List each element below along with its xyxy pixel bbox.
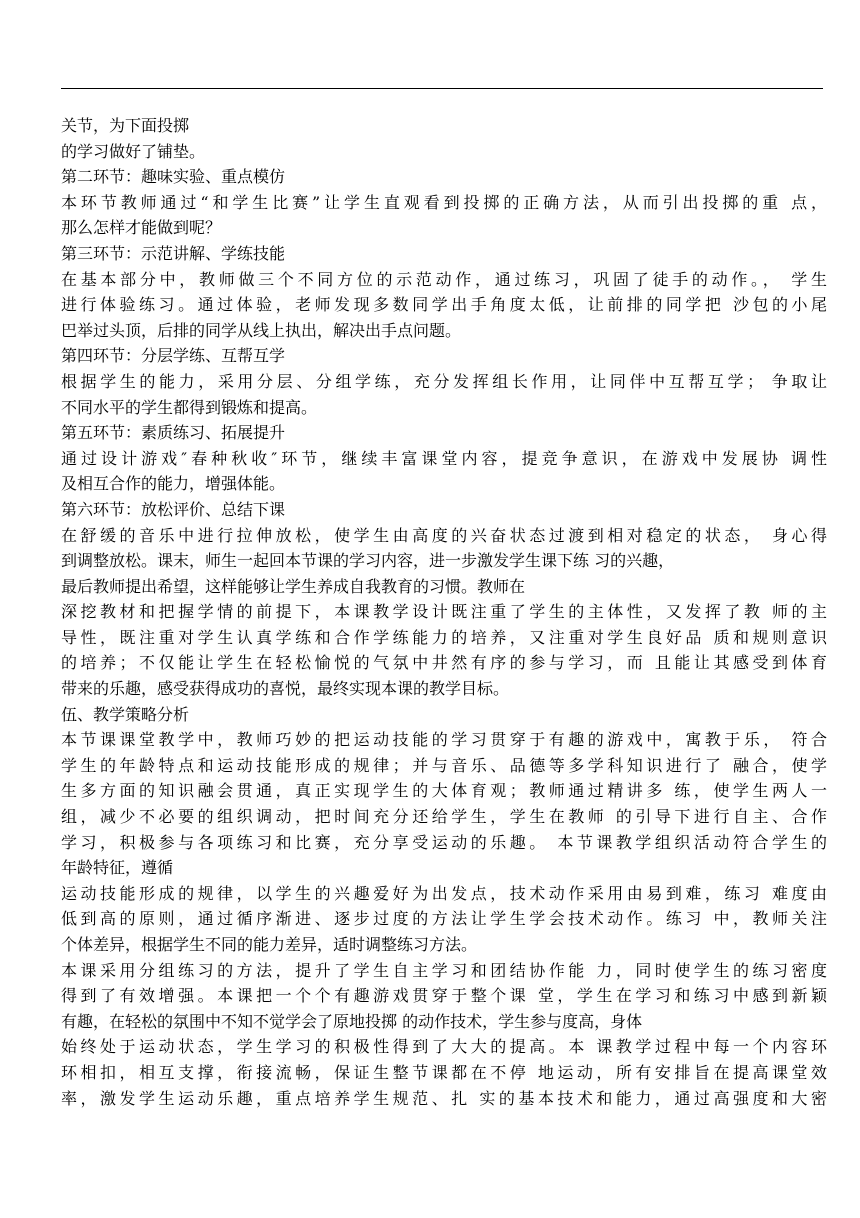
text-line: 到调整放松。课末，师生一起回本节课的学习内容，进一步激发学生课下练 习的兴趣， bbox=[61, 551, 675, 571]
text-line: 最后教师提出希望，这样能够让学生养成自我教育的习惯。教师在 bbox=[61, 576, 526, 596]
text-line: 导性，既注重对学生认真学练和合作学练能力的培养，又注重对学生良好品 质和规则意识 bbox=[61, 627, 827, 647]
text-line: 运动技能形成的规律，以学生的兴趣爱好为出发点，技术动作采用由易到难，练习 难度由 bbox=[61, 883, 827, 903]
text-line: 深挖教材和把握学情的前提下，本课教学设计既注重了学生的主体性，又发挥了教 师的主 bbox=[61, 602, 827, 622]
header-rule bbox=[61, 88, 823, 89]
text-line: 学生的年龄特点和运动技能形成的规律；并与音乐、品德等多学科知识进行了 融合，使学 bbox=[61, 755, 827, 775]
text-line: 环相扣，相互支撑，衔接流畅，保证生整节课都在不停 地运动，所有安排旨在提高课堂效 bbox=[61, 1062, 827, 1082]
section-heading: 第五环节：素质练习、拓展提升 bbox=[61, 423, 286, 443]
text-line: 有趣，在轻松的氛围中不知不觉学会了原地投掷 的动作技术，学生参与度高，身体 bbox=[61, 1011, 643, 1031]
text-line: 通过设计游戏″春种秋收″环节，继续丰富课堂内容，提竞争意识，在游戏中发展协 调性 bbox=[61, 448, 827, 468]
text-line: 关节，为下面投掷 bbox=[61, 116, 190, 135]
text-line: 不同水平的学生都得到锻炼和提高。 bbox=[61, 397, 318, 417]
text-line: 年龄特征，遵循 bbox=[61, 858, 174, 878]
document-body bbox=[61, 113, 827, 1111]
text-line: 本课采用分组练习的方法，提升了学生自主学习和团结协作能 力，同时使学生的练习密度 bbox=[61, 960, 827, 980]
section-heading: 第四环节：分层学练、互帮互学 bbox=[61, 346, 286, 366]
text-line: 带来的乐趣，感受获得成功的喜悦，最终实现本课的教学目标。 bbox=[61, 679, 510, 699]
text-line: 得到了有效增强。本课把一个个有趣游戏贯穿于整个课 堂，学生在学习和练习中感到新颖 bbox=[61, 986, 827, 1006]
text-line: 那么怎样才能做到呢？ bbox=[61, 218, 222, 238]
text-line: 始终处于运动状态，学生学习的积极性得到了大大的提高。本 课教学过程中每一个内容环 bbox=[61, 1037, 827, 1057]
text-line: 在基本部分中，教师做三个不同方位的示范动作，通过练习，巩固了徒手的动作。， 学生 bbox=[61, 269, 827, 289]
text-line: 在舒缓的音乐中进行拉伸放松，使学生由高度的兴奋状态过渡到相对稳定的状态， 身心得 bbox=[61, 525, 827, 545]
text-line: 率，激发学生运动乐趣，重点培养学生规范、扎 实的基本技术和能力，通过高强度和大密 bbox=[61, 1088, 827, 1108]
section-heading: 第六环节：放松评价、总结下课 bbox=[61, 499, 286, 519]
text-line: 学习，积极参与各项练习和比赛，充分享受运动的乐趣。 本节课教学组织活动符合学生的 bbox=[61, 832, 827, 852]
text-line: 个体差异，根据学生不同的能力差异，适时调整练习方法。 bbox=[61, 935, 478, 954]
section-heading: 第二环节：趣味实验、重点模仿 bbox=[61, 167, 286, 187]
text-line: 的培养；不仅能让学生在轻松愉悦的气氛中井然有序的参与学习，而 且能让其感受到体育 bbox=[61, 653, 827, 673]
text-line: 组，减少不必要的组织调动，把时间充分还给学生，学生在教师 的引导下进行自主、合作 bbox=[61, 807, 827, 827]
text-line: 及相互合作的能力，增强体能。 bbox=[61, 474, 286, 494]
text-line: 根据学生的能力，采用分层、分组学练，充分发挥组长作用，让同伴中互帮互学； 争取让 bbox=[61, 371, 827, 391]
text-line: 本环节教师通过“和学生比赛”让学生直观看到投掷的正确方法，从而引出投掷的重 点， bbox=[61, 192, 827, 212]
text-line: 进行体验练习。通过体验，老师发现多数同学出手角度太低，让前排的同学把 沙包的小尾 bbox=[61, 295, 827, 315]
section-heading: 伍、教学策略分析 bbox=[61, 704, 190, 724]
text-line: 低到高的原则，通过循序渐进、逐步过度的方法让学生学会技术动作。练习 中，教师关注 bbox=[61, 909, 827, 929]
text-line: 的学习做好了铺垫。 bbox=[61, 141, 206, 161]
text-line: 巴举过头顶，后排的同学从线上执出，解决出手点问题。 bbox=[61, 320, 462, 340]
text-line: 本节课课堂教学中，教师巧妙的把运动技能的学习贯穿于有趣的游戏中，寓教于乐， 符合 bbox=[61, 730, 827, 750]
text-line: 生多方面的知识融会贯通，真正实现学生的大体育观；教师通过精讲多 练，使学生两人一 bbox=[61, 781, 827, 801]
section-heading: 第三环节：示范讲解、学练技能 bbox=[61, 243, 286, 263]
